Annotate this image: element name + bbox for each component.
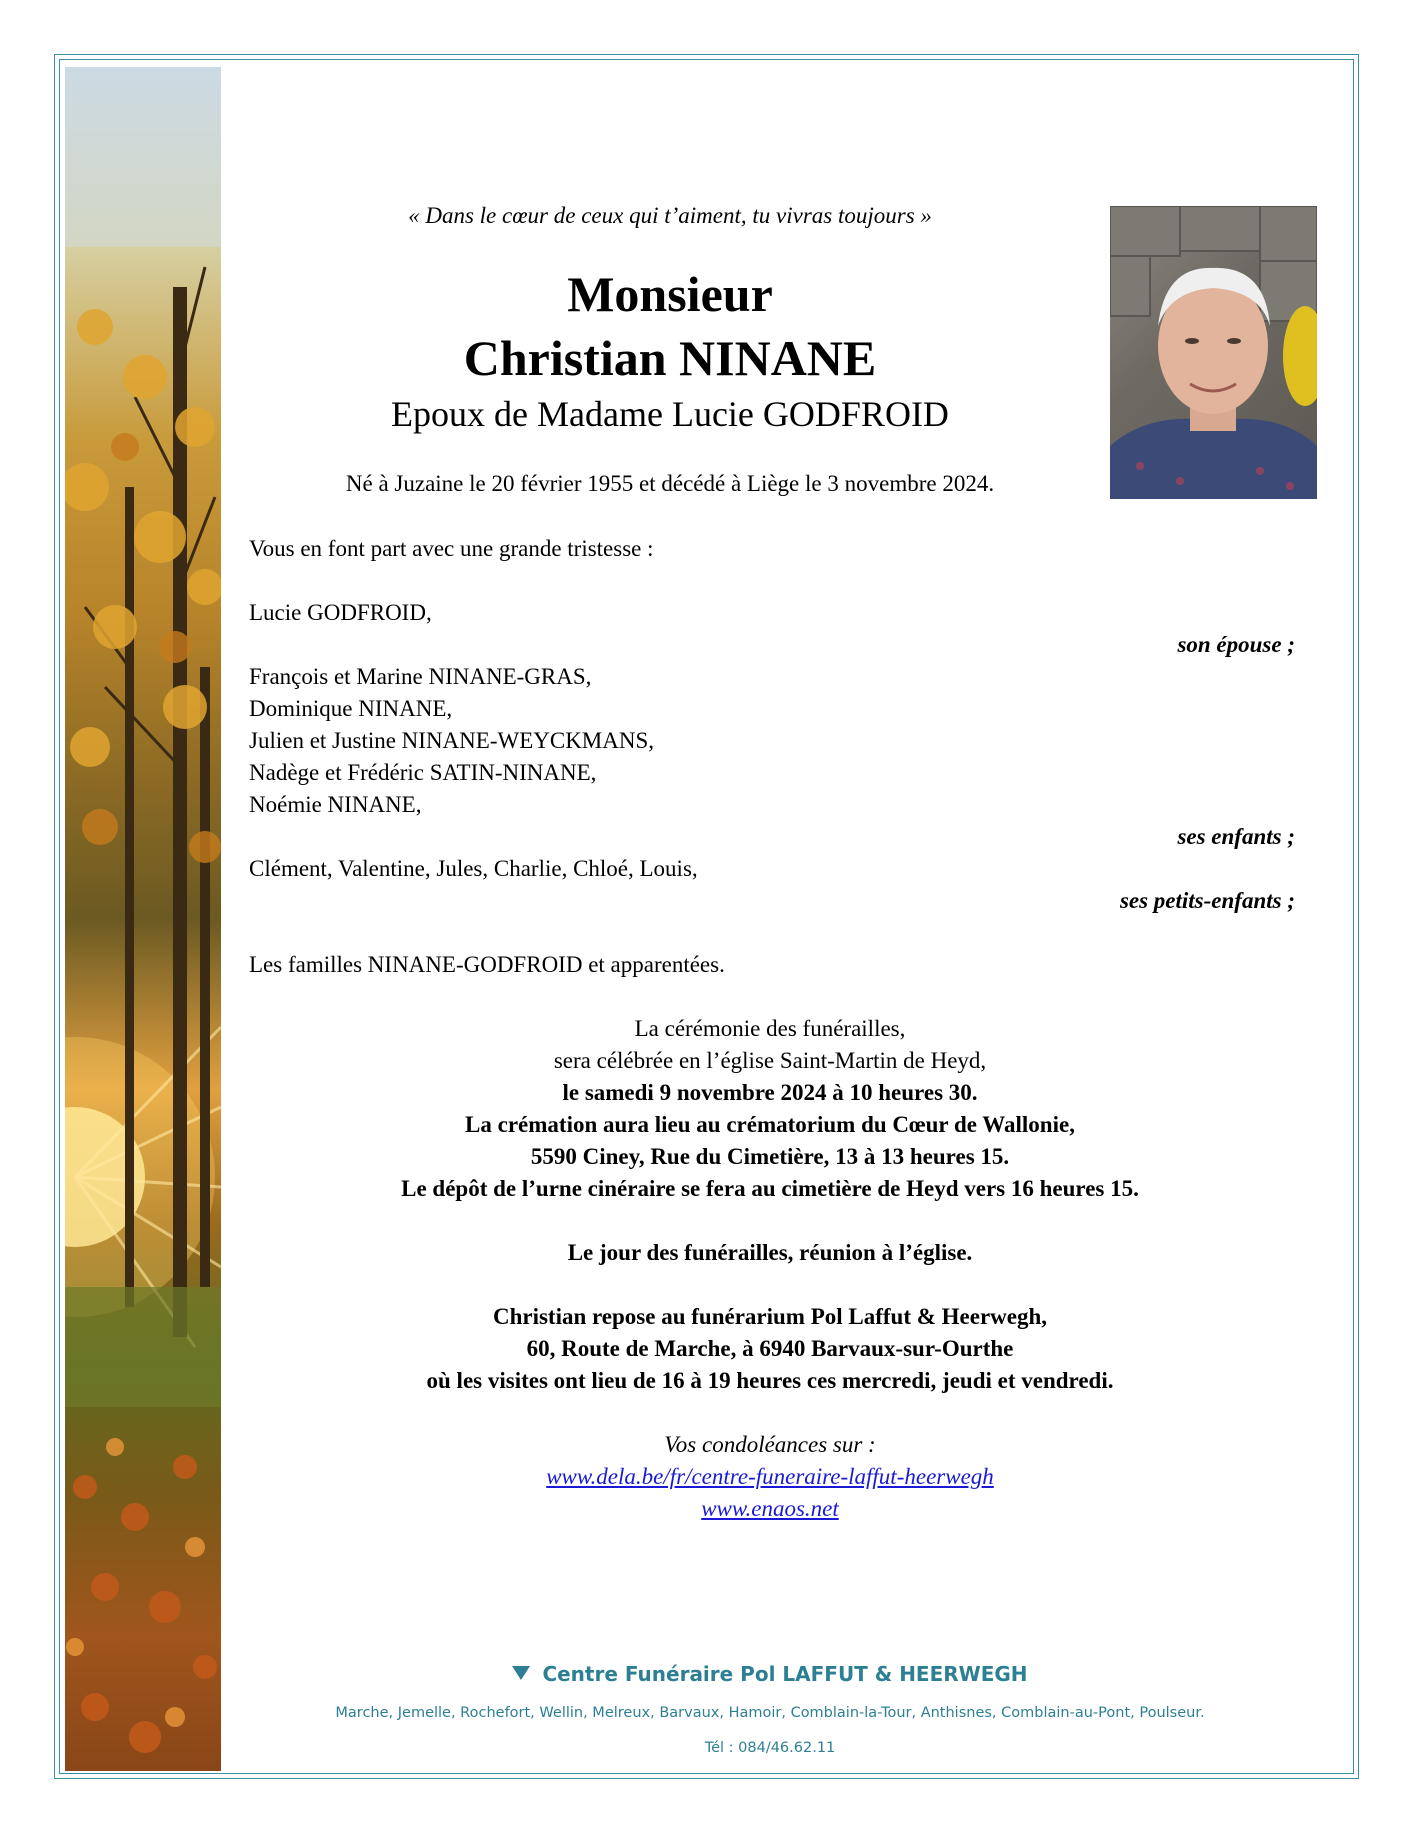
funeral-home-name: Centre Funéraire Pol LAFFUT & HEERWEGH: [542, 1662, 1028, 1686]
funeral-home-locations: Marche, Jemelle, Rochefort, Wellin, Melreux, Barvaux, Hamoir, Comblain-la-Tour, Anthisnes, Comblain-au-Pont, Poulseur.: [335, 1705, 1205, 1721]
honorific: Monsieur: [567, 266, 773, 322]
grandchildren-names: Clément, Valentine, Jules, Charlie, Chloé, Louis,: [249, 856, 698, 881]
visit-address: 60, Route de Marche, à 6940 Barvaux-sur-Ourthe: [526, 1336, 1014, 1361]
ceremony-line: La cérémonie des funérailles,: [634, 1016, 906, 1041]
child-name: Nadège et Frédéric SATIN-NINANE,: [249, 760, 597, 785]
cremation-line: La crémation aura lieu au crématorium du Cœur de Wallonie,: [465, 1112, 1075, 1137]
grandchildren-role: ses petits-enfants ;: [1119, 888, 1295, 913]
deceased-name: Christian NINANE: [463, 330, 877, 386]
urn-line: Le dépôt de l’urne cinéraire se fera au cimetière de Heyd vers 16 heures 15.: [401, 1176, 1139, 1201]
triangle-down-icon: [512, 1666, 530, 1680]
spouse-role: son épouse ;: [1177, 632, 1295, 657]
visit-hours: où les visites ont lieu de 16 à 19 heures ces mercredi, jeudi et vendredi.: [426, 1368, 1114, 1393]
funeral-home-phone: Tél : 084/46.62.11: [704, 1740, 836, 1756]
ceremony-date: le samedi 9 novembre 2024 à 10 heures 30.: [562, 1080, 978, 1105]
visit-line: Christian repose au funérarium Pol Laffut & Heerwegh,: [492, 1304, 1048, 1329]
portrait-photo: [1110, 206, 1317, 499]
condolences-link-enaos[interactable]: www.enaos.net: [701, 1496, 839, 1521]
other-families: Les familles NINANE-GODFROID et apparentées.: [249, 952, 725, 977]
announcement: Vous en font part avec une grande tristesse :: [249, 536, 654, 561]
cremation-address: 5590 Ciney, Rue du Cimetière, 13 à 13 heures 15.: [530, 1144, 1010, 1169]
children-role: ses enfants ;: [1177, 824, 1295, 849]
ceremony-line: sera célébrée en l’église Saint-Martin de Heyd,: [553, 1048, 987, 1073]
birth-death-line: Né à Juzaine le 20 février 1955 et décédé à Liège le 3 novembre 2024.: [345, 471, 995, 496]
autumn-forest-image: [65, 67, 221, 1771]
spouse-name: Lucie GODFROID,: [249, 600, 432, 625]
child-name: Noémie NINANE,: [249, 792, 422, 817]
child-name: François et Marine NINANE-GRAS,: [249, 664, 592, 689]
condolences-link-dela[interactable]: www.dela.be/fr/centre-funeraire-laffut-heerwegh: [546, 1464, 994, 1489]
child-name: Julien et Justine NINANE-WEYCKMANS,: [249, 728, 655, 753]
reunion-line: Le jour des funérailles, réunion à l’église.: [567, 1240, 973, 1265]
spouse-line: Epoux de Madame Lucie GODFROID: [391, 394, 949, 434]
memorial-quote: « Dans le cœur de ceux qui t’aiment, tu vivras toujours »: [408, 203, 932, 228]
funeral-home-title: [250, 1662, 1290, 1686]
condolences-label: Vos condoléances sur :: [664, 1432, 876, 1457]
child-name: Dominique NINANE,: [249, 696, 453, 721]
